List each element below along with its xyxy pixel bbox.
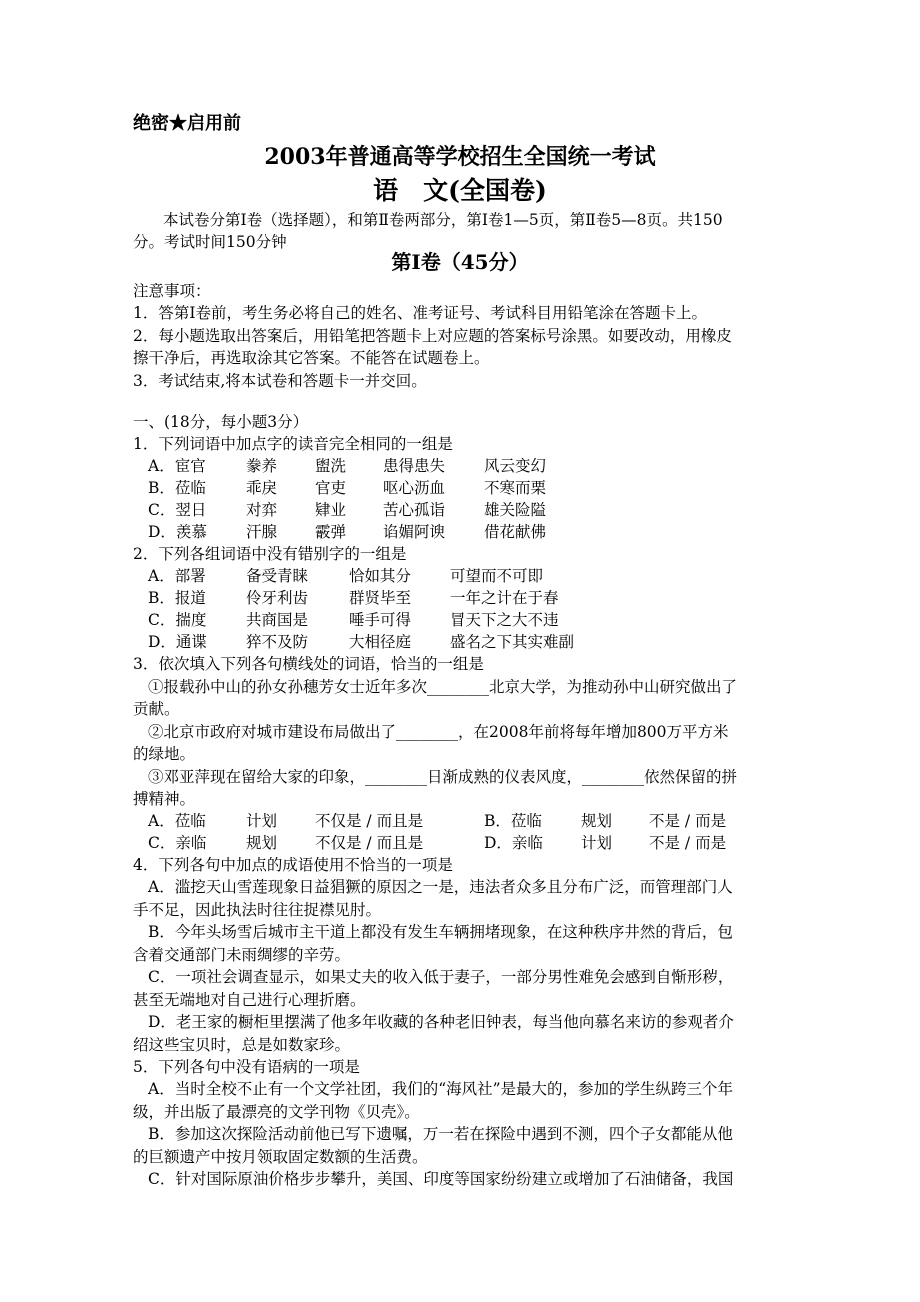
q4-option-d-line-2: 绍这些宝贝时，总是如数家珍。 — [133, 1036, 351, 1054]
q5-option-c-line-1: C．针对国际原油价格步步攀升，美国、印度等国家纷纷建立或增加了石油储备，我国 — [148, 1170, 734, 1188]
option-cell: B．报道 — [148, 589, 206, 607]
q5-stem: 5．下列各句中没有语病的一项是 — [133, 1058, 360, 1076]
option-cell: 规划 — [246, 834, 278, 852]
option-cell: 苦心孤诣 — [383, 501, 446, 519]
exam-title: 2003年普通高等学校招生全国统一考试 — [264, 144, 656, 170]
option-cell: 不是 / 而是 — [649, 812, 727, 830]
q3-sentence-1b: 贡献。 — [133, 700, 180, 718]
q4-option-b-line-2: 含着交通部门未雨绸缪的辛劳。 — [133, 946, 351, 964]
note-1: 1．答第Ⅰ卷前，考生务必将自己的姓名、准考证号、考试科目用铅笔涂在答题卡上。 — [133, 304, 707, 322]
q4-stem: 4．下列各句中加点的成语使用不恰当的一项是 — [133, 856, 453, 874]
q5-option-a-line-2: 级，并出版了最漂亮的文学刊物《贝壳》。 — [133, 1103, 420, 1121]
option-cell: 不仅是 / 而且是 — [315, 834, 424, 852]
q2-stem: 2．下列各组词语中没有错别字的一组是 — [133, 545, 407, 563]
option-cell: A．莅临 — [148, 812, 206, 830]
note-2a: 2．每小题选取出答案后，用铅笔把答题卡上对应题的答案标号涂黑。如要改动，用橡皮 — [133, 327, 732, 345]
option-cell: A．宦官 — [148, 457, 206, 475]
option-cell: 冒天下之大不违 — [450, 611, 559, 629]
option-cell: 盥洗 — [315, 457, 347, 475]
option-cell: 患得患失 — [383, 457, 446, 475]
section-heading: 一、(18分，每小题3分） — [133, 413, 309, 431]
option-cell: 乖戾 — [246, 479, 278, 497]
option-cell: 汗腺 — [246, 523, 278, 541]
q4-option-b-line-1: B．今年头场雪后城市主干道上都没有发生车辆拥堵现象，在这种秩序井然的背后，包 — [148, 923, 733, 941]
q5-option-a-line-1: A．当时全校不止有一个文学社团，我们的“海风社”是最大的，参加的学生纵跨三个年 — [148, 1080, 734, 1098]
note-3: 3．考试结束,将本试卷和答题卡一并交回。 — [133, 372, 427, 390]
intro-line-2: 分。考试时间150分钟 — [133, 233, 287, 251]
option-cell: D．通谍 — [148, 633, 207, 651]
q3-stem: 3．依次填入下列各句横线处的词语，恰当的一组是 — [133, 655, 484, 673]
option-cell: C．亲临 — [148, 834, 207, 852]
q4-option-d-line-1: D．老王家的橱柜里摆满了他多年收藏的各种老旧钟表，每当他向慕名来访的参观者介 — [148, 1013, 734, 1031]
option-cell: C．翌日 — [148, 501, 207, 519]
option-cell: 一年之计在于春 — [450, 589, 559, 607]
q5-option-b-line-1: B．参加这次探险活动前他已写下遗嘱，万一若在探险中遇到不测，四个子女都能从他 — [148, 1125, 733, 1143]
option-cell: 盛名之下其实难副 — [450, 633, 575, 651]
q1-stem: 1．下列词语中加点字的读音完全相同的一组是 — [133, 435, 453, 453]
option-cell: 豢养 — [246, 457, 278, 475]
option-cell: 计划 — [581, 834, 613, 852]
option-cell: B．莅临 — [484, 812, 542, 830]
option-cell: 计划 — [246, 812, 278, 830]
q4-option-c-line-1: C．一项社会调查显示，如果丈夫的收入低于妻子，一部分男性难免会感到自惭形秽， — [148, 968, 734, 986]
q3-sentence-3b: 搏精神。 — [133, 790, 196, 808]
option-cell: 不是 / 而是 — [649, 834, 727, 852]
q5-option-b-line-2: 的巨额遗产中按月领取固定数额的生活费。 — [133, 1148, 428, 1166]
option-cell: 唾手可得 — [349, 611, 412, 629]
part-title: 第Ⅰ卷（45分） — [391, 250, 529, 274]
option-cell: 对弈 — [246, 501, 278, 519]
option-cell: D．羡慕 — [148, 523, 207, 541]
intro-line-1: 本试卷分第Ⅰ卷（选择题），和第Ⅱ卷两部分，第Ⅰ卷1—5页，第Ⅱ卷5—8页。共150 — [163, 211, 723, 229]
q3-sentence-2b: 的绿地。 — [133, 745, 196, 763]
confidential-header: 绝密★启用前 — [133, 113, 241, 134]
option-cell: 恰如其分 — [349, 567, 412, 585]
option-cell: 官吏 — [315, 479, 347, 497]
option-cell: 群贤毕至 — [349, 589, 412, 607]
option-cell: 借花献佛 — [484, 523, 547, 541]
notes-heading: 注意事项： — [133, 282, 211, 300]
option-cell: 不仅是 / 而且是 — [315, 812, 424, 830]
option-cell: 大相径庭 — [349, 633, 412, 651]
q4-option-c-line-2: 甚至无端地对自己进行心理折磨。 — [133, 991, 366, 1009]
option-cell: 肄业 — [315, 501, 347, 519]
q4-option-a-line-1: A．滥挖天山雪莲现象日益猖獗的原因之一是，违法者众多且分布广泛，而管理部门人 — [148, 878, 733, 896]
option-cell: 霰弹 — [315, 523, 347, 541]
option-cell: 雄关险隘 — [484, 501, 547, 519]
q3-sentence-1a: ①报载孙中山的孙女孙穗芳女士近年多次________北京大学，为推动孙中山研究做出了 — [148, 678, 738, 696]
option-cell: 备受青睐 — [246, 567, 309, 585]
q3-sentence-3a: ③邓亚萍现在留给大家的印象，________日渐成熟的仪表风度，________依然保留的拼 — [148, 768, 738, 786]
option-cell: D．亲临 — [484, 834, 543, 852]
option-cell: B．莅临 — [148, 479, 206, 497]
note-2b: 擦干净后，再选取涂其它答案。不能答在试题卷上。 — [133, 349, 490, 367]
option-cell: 伶牙利齿 — [246, 589, 309, 607]
option-cell: 呕心沥血 — [383, 479, 446, 497]
q3-sentence-2a: ②北京市政府对城市建设布局做出了________，在2008年前将每年增加800万平方米 — [148, 723, 729, 741]
option-cell: C．揣度 — [148, 611, 207, 629]
option-cell: 不寒而栗 — [484, 479, 547, 497]
subject-title: 语 文(全国卷) — [373, 176, 547, 205]
option-cell: 谄媚阿谀 — [383, 523, 446, 541]
option-cell: 规划 — [581, 812, 613, 830]
q4-option-a-line-2: 手不足，因此执法时往往捉襟见肘。 — [133, 901, 382, 919]
option-cell: 猝不及防 — [246, 633, 309, 651]
option-cell: 共商国是 — [246, 611, 309, 629]
option-cell: 可望而不可即 — [450, 567, 544, 585]
option-cell: A．部署 — [148, 567, 206, 585]
option-cell: 风云变幻 — [484, 457, 547, 475]
